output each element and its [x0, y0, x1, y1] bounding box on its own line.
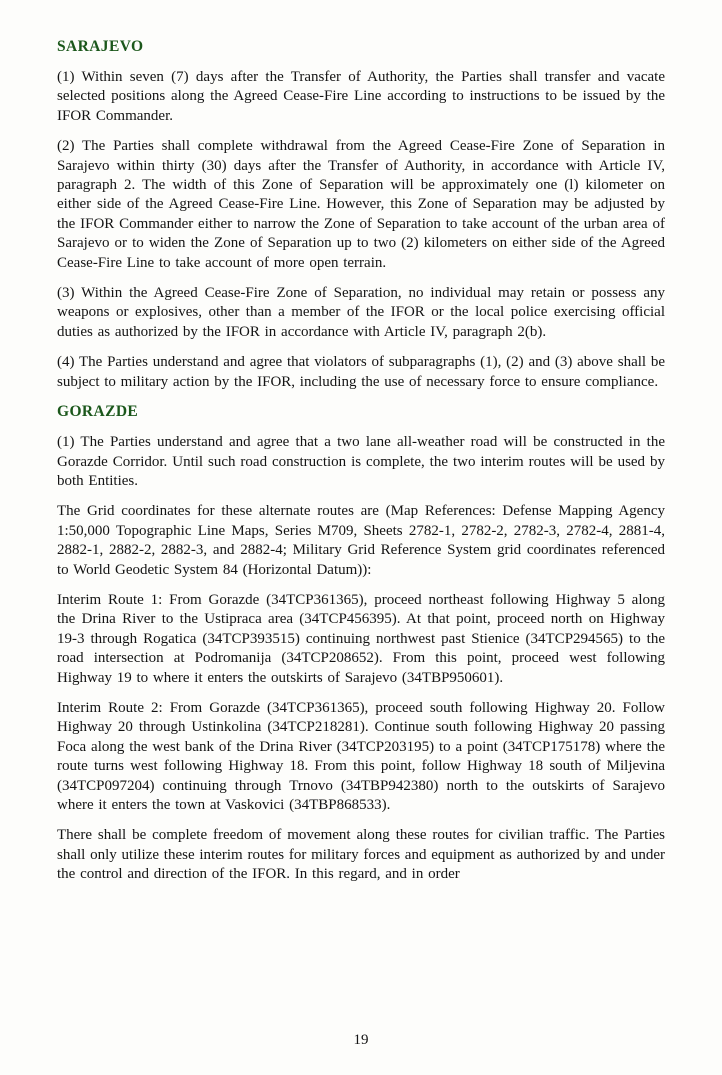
section-heading-gorazde: GORAZDE [57, 403, 139, 421]
paragraph-interim-route-1: Interim Route 1: From Gorazde (34TCP361365), proceed northeast following Highway 5 along the Drina River to the Ustipraca area (34TCP456395). At that point, proceed north on Highway 19-3 through Rogatica (34TCP393515) continuing northwest past Stienice (34TCP294565) to the road intersection at Podromanija (34TCP208652). From this point, proceed west following Highway 19 to where it enters the outskirts of Sarajevo (34TBP950601). [57, 591, 665, 686]
paragraph-interim-route-2: Interim Route 2: From Gorazde (34TCP361365), proceed south following Highway 20. Follow Highway 20 through Ustinkolina (34TCP218281). Continue south following Highway 20 passing Foca along the west bank of the Drina River (34TCP203195) to a point (34TCP175178) where the route turns west following Highway 18. From this point, follow Highway 18 south of Miljevina (34TCP097204) continuing through Trnovo (34TBP942380) north to the outskirts of Sarajevo where it enters the town at Vaskovici (34TBP868533). [57, 699, 665, 813]
paragraph-freedom-of-movement: There shall be complete freedom of movement along these routes for civilian traffic. The Parties shall only utilize these interim routes for military forces and equipment as authorized by and under the control and direction of the IFOR. In this regard, and in order [57, 827, 665, 883]
paragraph-sarajevo-1: (1) Within seven (7) days after the Transfer of Authority, the Parties shall transfer and vacate selected positions along the Agreed Cease-Fire Line according to instructions to be issued by the IFOR Commander. [57, 69, 665, 124]
page-number: 19 [353, 1032, 369, 1048]
section-gorazde [57, 403, 665, 885]
section-sarajevo [57, 38, 665, 392]
section-heading-sarajevo: SARAJEVO [57, 38, 144, 55]
paragraph-gorazde-1: (1) The Parties understand and agree that a two lane all-weather road will be constructed in the Gorazde Corridor. Until such road construction is complete, the two interim routes will be used by both Entities. [57, 434, 665, 489]
paragraph-sarajevo-4: (4) The Parties understand and agree that violators of subparagraphs (1), (2) and (3) above shall be subject to military action by the IFOR, including the use of necessary force to ensure compliance. [57, 354, 665, 390]
paragraph-sarajevo-2: (2) The Parties shall complete withdrawal from the Agreed Cease-Fire Zone of Separation in Sarajevo within thirty (30) days after the Transfer of Authority, in accordance with Article IV, paragraph 2. The width of this Zone of Separation will be approximately one (l) kilometer on either side of the Agreed Cease-Fire Line. However, this Zone of Separation may be adjusted by the IFOR Commander either to narrow the Zone of Separation to take account of the urban area of Sarajevo or to widen the Zone of Separation up to two (2) kilometers on either side of the Agreed Cease-Fire Line to take account of more open terrain. [57, 138, 665, 271]
paragraph-gorazde-grid-coordinates: The Grid coordinates for these alternate routes are (Map References: Defense Mapping Agency 1:50,000 Topographic Line Maps, Series M709, Sheets 2782-1, 2782-2, 2782-3, 2782-4, 2881-4, 2882-1, 2882-2, 2882-3, and 2882-4; Military Grid Reference System grid coordinates referenced to World Geodetic System 84 (Horizontal Datum)): [57, 503, 665, 578]
paragraph-sarajevo-3: (3) Within the Agreed Cease-Fire Zone of Separation, no individual may retain or possess any weapons or explosives, other than a member of the IFOR or the local police exercising official duties as authorized by the IFOR in accordance with Article IV, paragraph 2(b). [57, 285, 665, 340]
